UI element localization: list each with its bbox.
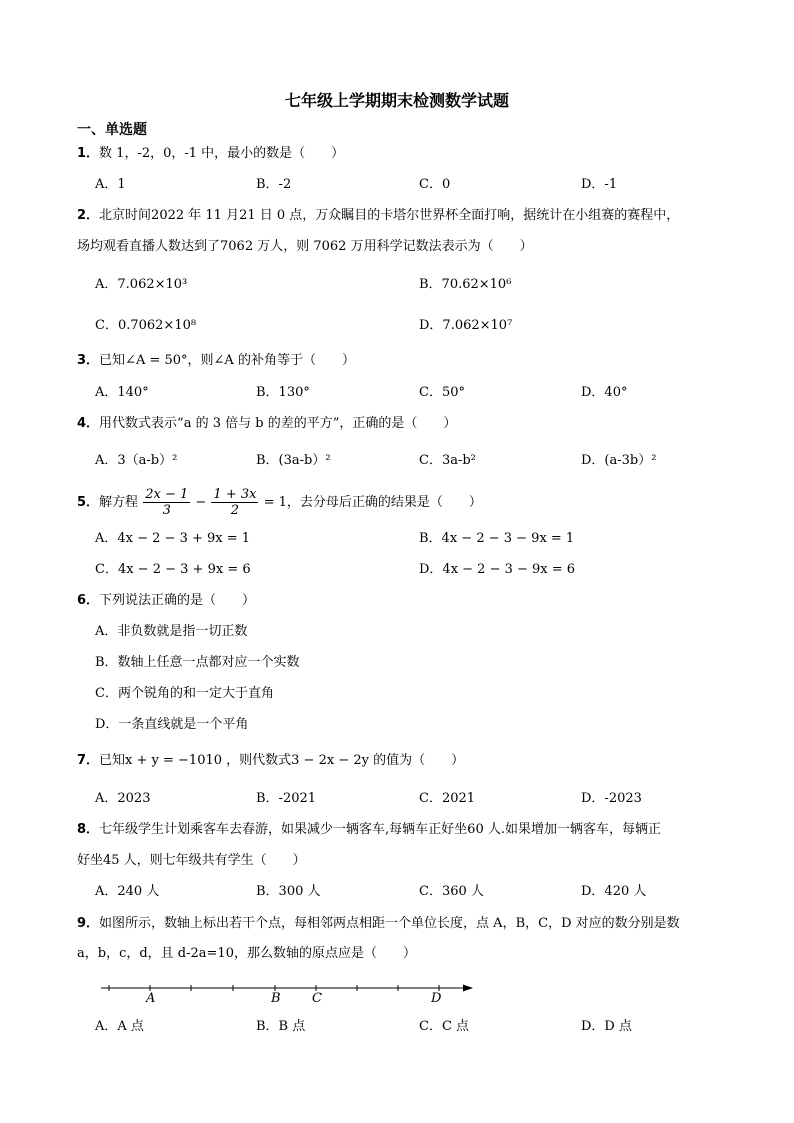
question-text-suffix: ，去分母后正确的结果是（ ） [286,495,482,510]
option-c: C．C 点 [419,1019,470,1034]
question-number: 1． [77,146,100,161]
option-c: C．50° [419,385,465,400]
question-text-line-1: 如图所示，数轴上标出若干个点，每相邻两点相距一个单位长度，点 A，B，C，D 对应的数分别是数 [99,916,680,931]
point-label-c: C [312,991,322,1006]
section-heading: 一、单选题 [77,122,147,138]
question-2 [77,207,679,225]
option-b: B．130° [256,385,310,400]
arrow-head-icon [463,985,473,992]
option-a: A．4x − 2 − 3 + 9x = 1 [95,531,251,546]
option-d: D．40° [581,385,628,400]
option-b: B．70.62×10⁶ [419,277,512,292]
question-number: 3． [77,353,100,368]
option-d: D．7.062×10⁷ [419,318,513,333]
question-number: 2． [77,208,100,223]
question-number: 5． [77,495,100,510]
option-a: A．7.062×10³ [95,277,188,292]
question-text: 数 1，-2，0，-1 中，最小的数是（ ） [99,146,345,161]
fraction-1-numerator: 2x − 1 [145,487,189,502]
option-c: C．360 人 [419,884,484,899]
question-number: 9． [77,916,100,931]
point-label-d: D [431,991,442,1006]
point-label-a: A [146,991,156,1006]
option-d: D．420 人 [581,884,647,899]
option-a: A．140° [95,385,149,400]
option-d: D．4x − 2 − 3 − 9x = 6 [419,562,576,577]
question-text: 下列说法正确的是（ ） [99,593,256,608]
question-8 [77,821,661,839]
option-b: B．300 人 [256,884,321,899]
equals-one: = 1 [263,495,287,510]
option-a: A．2023 [95,791,151,806]
question-1 [77,145,344,163]
option-a: A．3（a-b）² [95,453,178,468]
minus-sign: − [195,495,207,510]
question-9 [77,915,680,933]
question-text: 已知x + y = −1010 ，则代数式3 − 2x − 2y 的值为（ ） [99,753,465,768]
option-c: C．两个锐角的和一定大于直角 [95,686,274,701]
question-number: 4． [77,416,100,431]
question-text-line-2: 好坐45 人，则七年级共有学生（ ） [77,853,306,868]
question-text-line-1: 北京时间2022 年 11 月21 日 0 点，万众瞩目的卡塔尔世界杯全面打响，据统计在小组赛的赛程中， [99,208,680,223]
option-d: D．(a-3b）² [581,453,657,468]
option-c: C．2021 [419,791,476,806]
question-5 [77,484,482,522]
option-c: C．0.7062×10⁸ [95,318,197,333]
page-title: 七年级上学期期末检测数学试题 [284,91,509,110]
option-b: B．(3a-b）² [256,453,331,468]
option-a: A．1 [95,177,126,192]
fraction-1 [143,487,190,518]
question-number: 8． [77,822,100,837]
option-c: C．3a-b² [419,453,476,468]
option-b: B．-2021 [256,791,317,806]
point-label-b: B [271,991,281,1006]
option-d: D．D 点 [581,1019,632,1034]
fraction-2-denominator: 2 [230,503,240,518]
option-a: A．240 人 [95,884,160,899]
option-b: B．数轴上任意一点都对应一个实数 [95,655,300,670]
question-3 [77,352,355,370]
option-c: C．4x − 2 − 3 + 9x = 6 [95,562,251,577]
question-6 [77,592,255,610]
question-text-prefix: 解方程 [99,495,139,510]
question-number: 7． [77,753,100,768]
question-4 [77,415,456,433]
option-c: C．0 [419,177,451,192]
question-text-line-2: 场均观看直播人数达到了7062 万人，则 7062 万用科学记数法表示为（ ） [77,239,533,254]
option-d: D．-2023 [581,791,642,806]
fraction-1-denominator: 3 [162,503,171,518]
fraction-2 [211,487,258,518]
question-text: 已知∠A = 50°，则∠A 的补角等于（ ） [99,353,355,368]
option-a: A．A 点 [95,1019,144,1034]
option-b: B．4x − 2 − 3 − 9x = 1 [419,531,575,546]
number-line-figure [95,982,480,1008]
question-text-line-1: 七年级学生计划乘客车去春游，如果减少一辆客车,每辆车正好坐60 人.如果增加一辆客车，每辆正 [99,822,661,837]
option-d: D．-1 [581,177,618,192]
question-text-line-2: a，b，c，d，且 d-2a=10，那么数轴的原点应是（ ） [77,946,416,961]
fraction-2-numerator: 1 + 3x [213,487,257,502]
question-7 [77,752,464,770]
question-number: 6． [77,593,100,608]
option-b: B．-2 [256,177,292,192]
option-d: D．一条直线就是一个平角 [95,717,249,732]
option-a: A．非负数就是指一切正数 [95,624,248,639]
question-text: 用代数式表示“a 的 3 倍与 b 的差的平方”，正确的是（ ） [99,416,457,431]
option-b: B．B 点 [256,1019,306,1034]
